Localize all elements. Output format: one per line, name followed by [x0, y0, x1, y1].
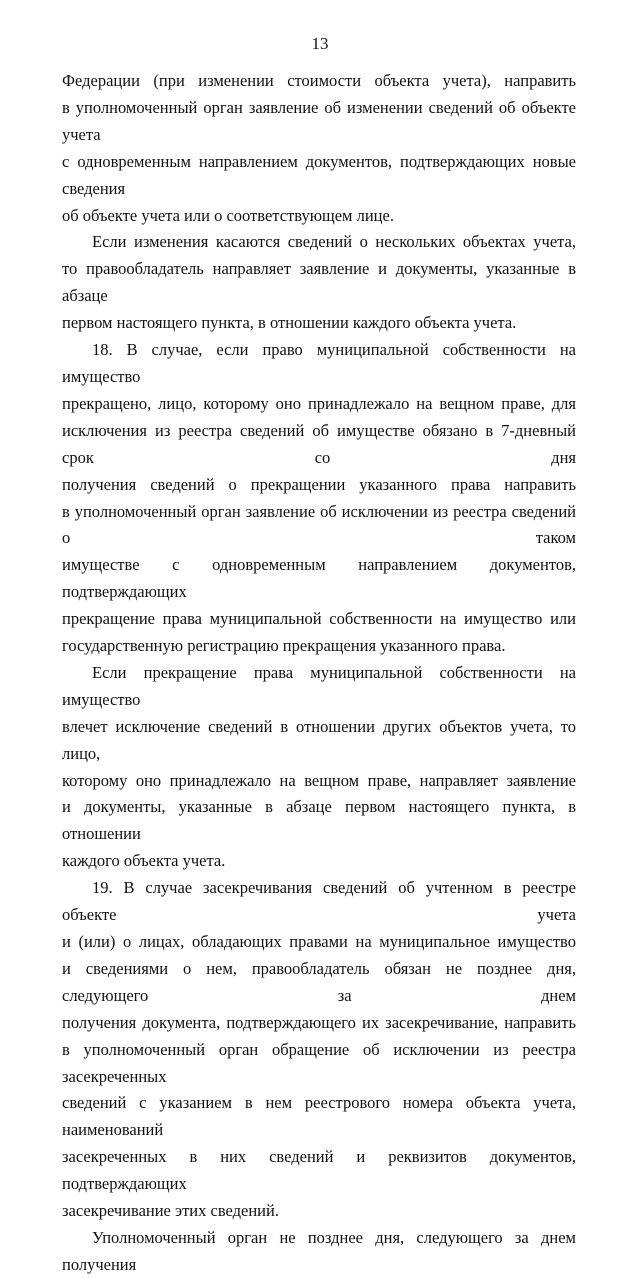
- paragraph: [62, 875, 576, 1225]
- text-line: в уполномоченный орган заявление об исключении из реестра сведений о таком: [62, 501, 576, 548]
- text-line: засекреченных в них сведений и реквизитов документов, подтверждающих: [62, 1147, 576, 1194]
- text-line: в уполномоченный орган обращение об исключении из реестра засекреченных: [62, 1039, 576, 1086]
- text-line: и документы, указанные в абзаце первом настоящего пункта, в отношении: [62, 797, 576, 844]
- text-line: которому оно принадлежало на вещном праве, направляет заявление: [62, 770, 576, 790]
- text-line: первом настоящего пункта, в отношении каждого объекта учета.: [62, 313, 517, 333]
- text-line: Уполномоченный орган не позднее дня, следующего за днем получения: [62, 1227, 576, 1274]
- text-line: сведений с указанием в нем реестрового номера объекта учета, наименований: [62, 1093, 576, 1140]
- text-line: получения сведений о прекращении указанного права направить: [62, 474, 576, 494]
- text-line: получения документа, подтверждающего их засекречивание, направить: [62, 1012, 576, 1032]
- paragraph: [62, 1225, 576, 1279]
- text-line: и (или) о лицах, обладающих правами на муниципальное имущество: [62, 932, 576, 951]
- text-line: и сведениями о нем, правообладатель обязан не позднее дня, следующего за днем: [62, 958, 576, 1005]
- text-line: в уполномоченный орган заявление об изменении сведений об объекте учета: [62, 97, 576, 144]
- text-line: Если изменения касаются сведений о нескольких объектах учета,: [92, 232, 576, 252]
- page-number: 13: [311, 34, 329, 53]
- text-line: Если прекращение права муниципальной собственности на имущество: [62, 662, 576, 709]
- text-line: влечет исключение сведений в отношении других объектов учета, то лицо,: [62, 716, 576, 763]
- text-line: засекречивание этих сведений.: [62, 1201, 279, 1221]
- text-line: 18. В случае, если право муниципальной собственности на имущество: [62, 340, 576, 386]
- text-line: исключения из реестра сведений об имуществе обязано в 7-дневный срок со дня: [62, 420, 576, 467]
- text-line: прекращено, лицо, которому оно принадлежало на вещном праве, для: [62, 393, 576, 413]
- text-line: каждого объекта учета.: [62, 851, 226, 871]
- text-line: 19. В случае засекречивания сведений об учтенном в реестре объекте учета: [62, 878, 576, 925]
- paragraph: [62, 660, 576, 875]
- text-line: об объекте учета или о соответствующем лице.: [62, 205, 394, 225]
- paragraph: [62, 68, 576, 229]
- text-line: имуществе с одновременным направлением документов, подтверждающих: [62, 555, 576, 602]
- text-line: государственную регистрацию прекращения указанного права.: [62, 636, 506, 656]
- document-body: [62, 68, 576, 1279]
- paragraph: [62, 337, 576, 660]
- text-line: с одновременным направлением документов, подтверждающих новые сведения: [62, 151, 576, 198]
- text-line: Федерации (при изменении стоимости объекта учета), направить: [62, 71, 576, 90]
- text-line: то правообладатель направляет заявление и документы, указанные в абзаце: [62, 259, 576, 306]
- paragraph: [62, 229, 576, 337]
- text-line: прекращение права муниципальной собственности на имущество или: [62, 609, 576, 629]
